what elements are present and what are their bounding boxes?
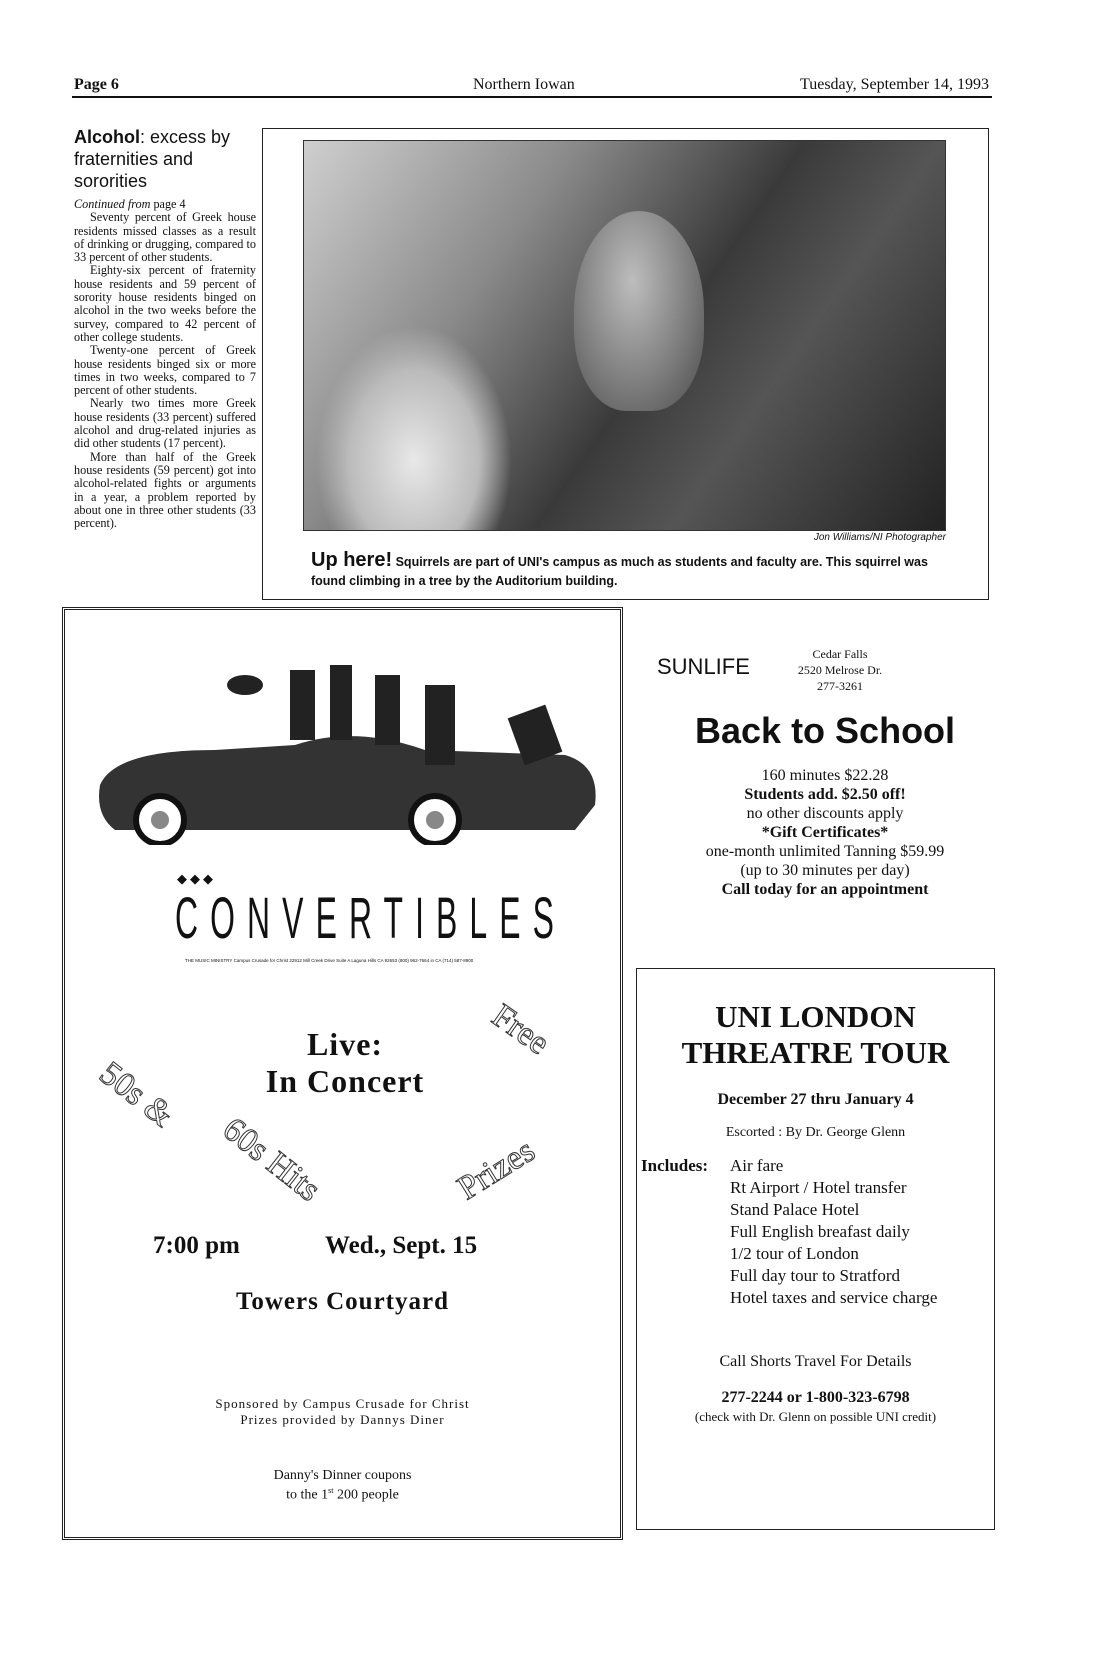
- article-paragraph: Seventy percent of Greek house residents missed classes as a result of drinking or drugging, compared to 33 percent of other students.: [74, 210, 256, 265]
- convertible-car-illustration: [95, 655, 605, 845]
- fifties-label: 50s &: [92, 1054, 181, 1135]
- band-name: CONVERTIBLES: [175, 886, 567, 951]
- tour-dates: December 27 thru January 4: [717, 1091, 914, 1108]
- continued-line: Continued from page 4: [74, 197, 186, 211]
- squirrel-photo: [303, 140, 946, 531]
- include-item: 1/2 tour of London: [730, 1244, 859, 1263]
- include-item: Hotel taxes and service charge: [730, 1288, 938, 1307]
- photo-credit: Jon Williams/NI Photographer: [813, 532, 946, 543]
- photo-caption: Up here! Squirrels are part of UNI's campus as much as students and faculty are. This squirrel was found climbing in a tree by the Auditorium building.: [311, 549, 928, 588]
- article-paragraph: Twenty-one percent of Greek house residents binged six or more times in two weeks, compared to 7 percent of other students.: [74, 343, 256, 398]
- coupon-line: Danny's Dinner coupons: [273, 1468, 412, 1483]
- article-headline: Alcohol: excess by fraternities and sororities: [74, 127, 231, 191]
- concert-date: Wed., Sept. 15: [325, 1232, 478, 1259]
- uni-title-2: THREATRE TOUR: [681, 1035, 950, 1070]
- article-paragraph: Nearly two times more Greek house residents (33 percent) suffered alcohol and drug-related injuries as did other students (17 percent).: [74, 396, 256, 451]
- concert-time: 7:00 pm: [153, 1232, 240, 1259]
- squirrel-figure: [574, 211, 704, 411]
- free-label: Free: [485, 997, 556, 1063]
- concert-ad: [62, 607, 623, 1540]
- in-concert-label: In Concert: [265, 1063, 425, 1099]
- phone-numbers: 277-2244 or 1-800-323-6798: [721, 1389, 910, 1406]
- sunlife-offers: 160 minutes $22.28 Students add. $2.50 off! no other discounts apply *Gift Certificates* one-month unlimited Tanning $59.99 (up to 30 minutes per day) Call today for an appointment: [705, 767, 945, 898]
- back-to-school-title: Back to School: [695, 710, 956, 751]
- includes-list: Includes: Air fare Rt Airport / Hotel transfer Stand Palace Hotel Full English breafast daily 1/2 tour of London Full day tour to Stratford Hotel taxes and service charge: [641, 1156, 938, 1307]
- include-item: Full day tour to Stratford: [730, 1266, 900, 1285]
- call-line: Call Shorts Travel For Details: [719, 1353, 912, 1370]
- sponsor-line: Sponsored by Campus Crusade for Christ: [215, 1396, 470, 1411]
- coupon-line-2: to the 1st 200 people: [286, 1486, 399, 1503]
- credit-note: (check with Dr. Glenn on possible UNI credit): [694, 1409, 937, 1424]
- ministry-address: THE MUSIC MINISTRY Campus Crusade for Christ 22912 Mill Creek Drive Suite A Laguna Hills CA 92653 (800) 962-7664 in CA (714) 587-8900: [185, 958, 474, 963]
- page-number: Page 6: [74, 76, 119, 93]
- live-label: Live:: [306, 1026, 384, 1062]
- issue-date: Tuesday, September 14, 1993: [800, 76, 990, 93]
- alcohol-article: [74, 126, 256, 530]
- include-item: Full English breafast daily: [730, 1222, 910, 1241]
- include-item: Rt Airport / Hotel transfer: [730, 1178, 907, 1197]
- concert-location: Towers Courtyard: [236, 1288, 449, 1315]
- prizes-provider-line: Prizes provided by Dannys Diner: [240, 1412, 445, 1427]
- article-paragraph: More than half of the Greek house residents (59 percent) got into alcohol-related fights or arguments in a year, a problem reported by about one in three other students (33 percent).: [74, 449, 256, 531]
- photo-feature: [262, 128, 989, 600]
- newspaper-name: Northern Iowan: [473, 76, 575, 93]
- include-item: Air fare: [730, 1156, 784, 1175]
- tour-escort: Escorted : By Dr. George Glenn: [725, 1125, 906, 1140]
- uni-london-ad: [636, 968, 995, 1530]
- prizes-label: Prizes: [451, 1131, 542, 1208]
- uni-title: UNI LONDON: [715, 999, 916, 1034]
- sixties-hits-label: 60s Hits: [215, 1110, 328, 1209]
- sunlife-contact: Cedar Falls 2520 Melrose Dr. 277-3261: [797, 647, 883, 693]
- sunlife-ad: [635, 640, 1000, 900]
- header-rule: [72, 96, 992, 98]
- diamond-icons: ◆◆◆: [177, 871, 216, 886]
- include-item: Stand Palace Hotel: [730, 1200, 860, 1219]
- article-paragraph: Eighty-six percent of fraternity house residents and 59 percent of sorority house residents binged on alcohol in the two weeks before the survey, compared to 42 percent of other college students.: [74, 263, 256, 344]
- sunlife-name: SUNLIFE: [657, 654, 750, 679]
